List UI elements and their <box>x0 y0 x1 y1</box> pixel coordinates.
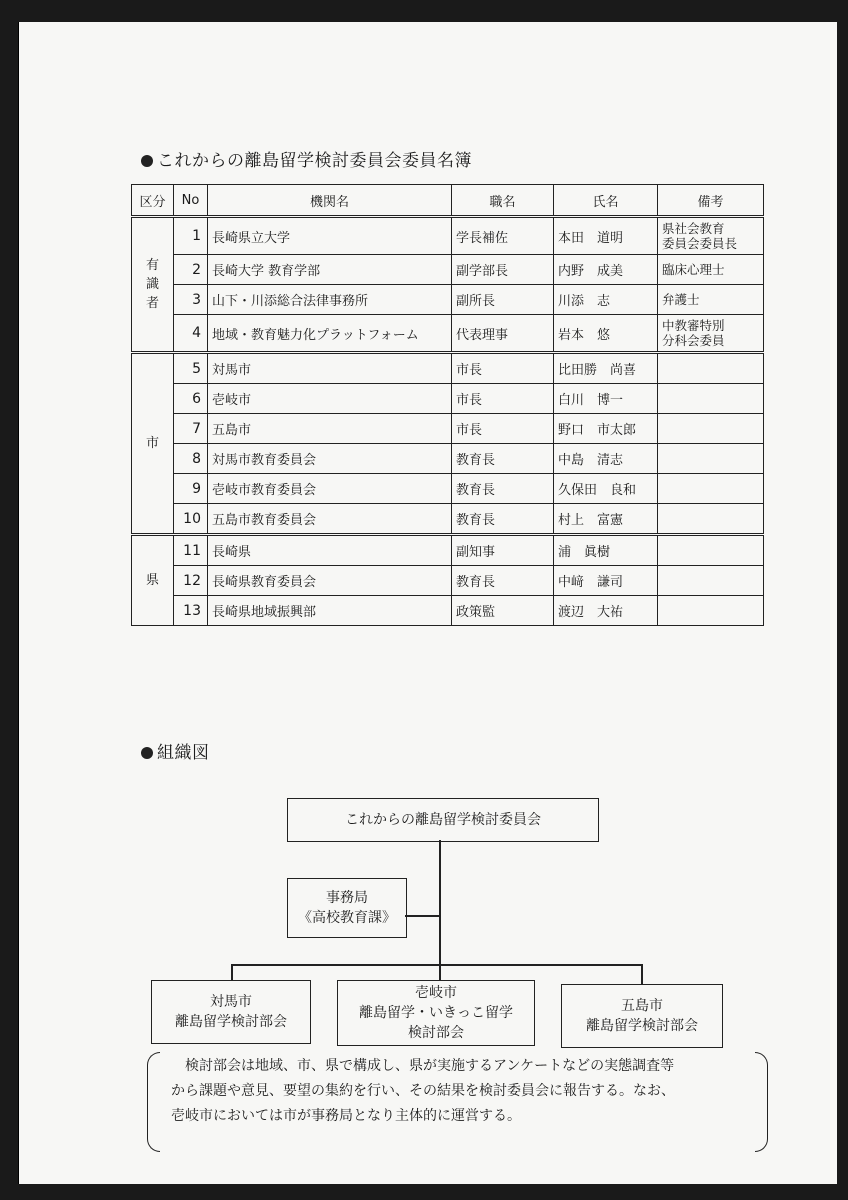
row-person-name: 岩本 悠 <box>554 315 658 353</box>
row-org: 長崎県立大学 <box>208 217 452 255</box>
iki-line2: 離島留学・いきっこ留学 <box>359 1005 513 1021</box>
row-note: 弁護士 <box>658 285 764 315</box>
goto-subcommittee-box <box>561 984 723 1048</box>
row-note <box>658 504 764 535</box>
org-chart-heading <box>141 738 210 763</box>
goto-line1: 五島市 <box>621 998 663 1014</box>
committee-label: これからの離島留学検討委員会 <box>345 812 541 828</box>
header-no: No <box>174 185 208 217</box>
row-no: 3 <box>174 285 208 315</box>
tsushima-line2: 離島留学検討部会 <box>175 1014 287 1030</box>
row-person-name: 内野 成美 <box>554 255 658 285</box>
connector-right <box>641 964 643 984</box>
row-org: 長崎県地域振興部 <box>208 596 452 626</box>
note-line: から課題や意見、要望の集約を行い、その結果を検討委員会に報告する。なお、 <box>171 1083 675 1099</box>
row-person-name: 野口 市太郎 <box>554 414 658 444</box>
connector-vertical-main <box>439 840 441 964</box>
row-note <box>658 217 764 255</box>
table-row <box>132 384 764 414</box>
tsushima-subcommittee-box <box>151 980 311 1044</box>
row-position: 教育長 <box>452 474 554 504</box>
org-chart-title: 組織図 <box>157 743 210 763</box>
row-person-name: 久保田 良和 <box>554 474 658 504</box>
row-no: 11 <box>174 535 208 566</box>
row-no: 2 <box>174 255 208 285</box>
row-person-name: 浦 眞樹 <box>554 535 658 566</box>
note-line: 委員会委員長 <box>662 236 738 251</box>
subcommittee-note <box>157 1052 767 1152</box>
row-note <box>658 315 764 353</box>
bullet-icon <box>141 155 153 167</box>
row-person-name: 本田 道明 <box>554 217 658 255</box>
table-row <box>132 285 764 315</box>
header-remarks: 備考 <box>658 185 764 217</box>
row-note: 臨床心理士 <box>658 255 764 285</box>
row-person-name: 白川 博一 <box>554 384 658 414</box>
header-category: 区分 <box>132 185 174 217</box>
row-no: 12 <box>174 566 208 596</box>
connector-horizontal <box>231 964 641 966</box>
table-row <box>132 596 764 626</box>
row-note <box>658 474 764 504</box>
bullet-icon <box>141 747 153 759</box>
row-org: 長崎大学 教育学部 <box>208 255 452 285</box>
header-name: 氏名 <box>554 185 658 217</box>
row-org: 地域・教育魅力化プラットフォーム <box>208 315 452 353</box>
secretariat-box <box>287 878 407 938</box>
secretariat-line1: 事務局 <box>326 890 368 906</box>
roster-title: これからの離島留学検討委員会委員名簿 <box>157 151 472 171</box>
committee-box <box>287 798 599 842</box>
iki-line1: 壱岐市 <box>415 985 457 1001</box>
row-position: 市長 <box>452 414 554 444</box>
connector-secretariat <box>405 915 439 917</box>
table-row <box>132 566 764 596</box>
row-person-name: 村上 富憲 <box>554 504 658 535</box>
row-position: 市長 <box>452 353 554 384</box>
table-header-row <box>132 185 764 217</box>
row-note <box>658 444 764 474</box>
table-row <box>132 414 764 444</box>
row-person-name: 比田勝 尚喜 <box>554 353 658 384</box>
row-position: 教育長 <box>452 504 554 535</box>
table-row <box>132 353 764 384</box>
category-label: 有識者 <box>145 257 159 311</box>
header-organization: 機関名 <box>208 185 452 217</box>
connector-center <box>439 964 441 980</box>
row-no: 13 <box>174 596 208 626</box>
row-position: 副学部長 <box>452 255 554 285</box>
row-note <box>658 353 764 384</box>
table-row <box>132 255 764 285</box>
row-position: 学長補佐 <box>452 217 554 255</box>
row-no: 7 <box>174 414 208 444</box>
row-note <box>658 596 764 626</box>
member-roster-table <box>131 184 764 626</box>
goto-line2: 離島留学検討部会 <box>586 1018 698 1034</box>
row-org: 山下・川添総合法律事務所 <box>208 285 452 315</box>
row-position: 政策監 <box>452 596 554 626</box>
row-no: 5 <box>174 353 208 384</box>
iki-line3: 検討部会 <box>408 1025 464 1041</box>
document-page <box>18 22 837 1184</box>
connector-left <box>231 964 233 980</box>
row-no: 9 <box>174 474 208 504</box>
note-line: 中教審特別 <box>662 318 725 333</box>
category-cell: 県 <box>132 535 174 626</box>
row-org: 長崎県 <box>208 535 452 566</box>
row-org: 対馬市 <box>208 353 452 384</box>
table-row <box>132 535 764 566</box>
category-cell: 市 <box>132 353 174 535</box>
roster-heading <box>141 146 472 171</box>
row-note <box>658 566 764 596</box>
row-org: 壱岐市教育委員会 <box>208 474 452 504</box>
row-position: 副知事 <box>452 535 554 566</box>
row-note <box>658 384 764 414</box>
note-line: 県社会教育 <box>662 221 725 236</box>
row-person-name: 川添 志 <box>554 285 658 315</box>
row-position: 教育長 <box>452 444 554 474</box>
row-no: 8 <box>174 444 208 474</box>
row-person-name: 中﨑 謙司 <box>554 566 658 596</box>
row-position: 市長 <box>452 384 554 414</box>
row-org: 五島市 <box>208 414 452 444</box>
table-row <box>132 444 764 474</box>
row-person-name: 中島 清志 <box>554 444 658 474</box>
row-note <box>658 535 764 566</box>
row-org: 五島市教育委員会 <box>208 504 452 535</box>
table-row <box>132 474 764 504</box>
row-no: 4 <box>174 315 208 353</box>
note-line: 検討部会は地域、市、県で構成し、県が実施するアンケートなどの実態調査等 <box>185 1058 675 1074</box>
row-org: 壱岐市 <box>208 384 452 414</box>
header-position: 職名 <box>452 185 554 217</box>
secretariat-line2: 《高校教育課》 <box>298 910 396 926</box>
row-org: 長崎県教育委員会 <box>208 566 452 596</box>
row-no: 10 <box>174 504 208 535</box>
table-row <box>132 504 764 535</box>
row-no: 1 <box>174 217 208 255</box>
row-no: 6 <box>174 384 208 414</box>
row-org: 対馬市教育委員会 <box>208 444 452 474</box>
row-note <box>658 414 764 444</box>
note-line: 壱岐市においては市が事務局となり主体的に運営する。 <box>171 1108 521 1124</box>
iki-subcommittee-box <box>337 980 535 1046</box>
row-position: 代表理事 <box>452 315 554 353</box>
row-person-name: 渡辺 大祐 <box>554 596 658 626</box>
category-cell <box>132 217 174 353</box>
table-row <box>132 217 764 255</box>
tsushima-line1: 対馬市 <box>210 994 252 1010</box>
row-position: 副所長 <box>452 285 554 315</box>
row-position: 教育長 <box>452 566 554 596</box>
table-row <box>132 315 764 353</box>
note-line: 分科会委員 <box>662 333 725 348</box>
